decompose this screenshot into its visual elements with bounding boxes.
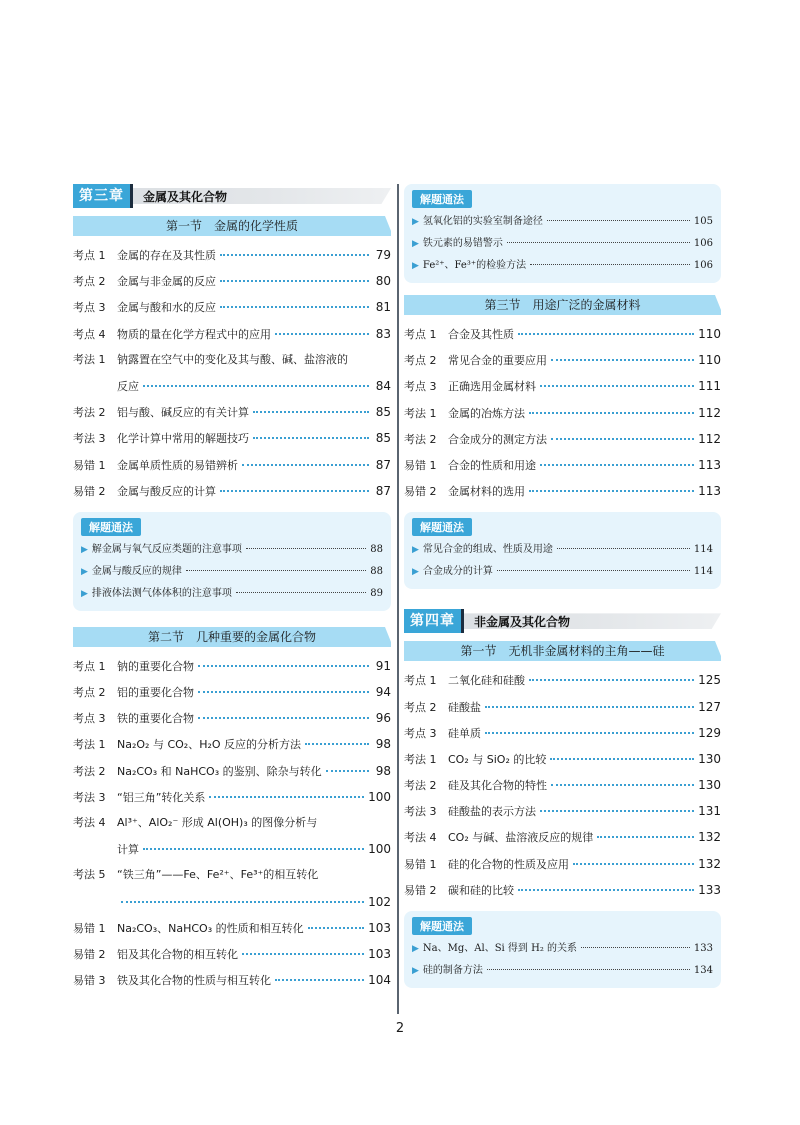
tips-list	[412, 211, 713, 277]
entry-page: 84	[375, 378, 391, 393]
chapter-header-4	[404, 609, 721, 633]
toc-entry[interactable]	[404, 824, 721, 850]
entry-page: 112	[698, 405, 721, 420]
entry-page: 113	[698, 457, 721, 472]
toc-entry[interactable]	[404, 746, 721, 772]
entry-page: 91	[375, 658, 391, 673]
entry-page: 110	[698, 327, 721, 341]
entry-page: 127	[698, 699, 721, 714]
toc-entry[interactable]	[73, 242, 391, 268]
toc-entry[interactable]	[404, 851, 721, 877]
toc-list	[404, 667, 721, 903]
entry-key: 考点 1	[404, 328, 437, 341]
entry-title: 金属的冶炼方法	[448, 406, 525, 420]
toc-entry[interactable]	[404, 373, 721, 399]
right-column	[404, 184, 721, 988]
section-header: 第一节 金属的化学性质	[73, 216, 391, 236]
leader-dots	[236, 592, 366, 593]
toc-entry[interactable]	[73, 915, 391, 941]
triangle-bullet-icon: ▶	[412, 545, 419, 556]
entry-title: 铝与酸、碱反应的有关计算	[117, 406, 249, 420]
leader-dots	[518, 333, 694, 335]
leader-dots	[547, 220, 690, 221]
entry-page: 104	[368, 973, 391, 988]
entry-page: 132	[698, 856, 721, 871]
tip-title: 硅的制备方法	[422, 965, 483, 976]
chapter-tag: 第三章	[73, 184, 133, 208]
triangle-bullet-icon: ▶	[412, 567, 419, 578]
toc-entry[interactable]	[73, 784, 391, 810]
entry-title: 金属单质性质的易错辨析	[117, 458, 238, 472]
entry-title: 碳和硅的比较	[448, 883, 514, 897]
entry-title: Na₂O₂ 与 CO₂、H₂O 反应的分析方法	[117, 738, 302, 752]
leader-dots	[551, 438, 694, 440]
entry-title: “铁三角”——Fe、Fe²⁺、Fe³⁺的相互转化	[117, 868, 319, 882]
triangle-bullet-icon: ▶	[412, 261, 419, 271]
entry-page: 100	[368, 789, 391, 804]
entry-title: 硅单质	[448, 726, 481, 740]
entry-key: 易错 2	[73, 484, 106, 498]
leader-dots	[487, 969, 690, 970]
triangle-bullet-icon: ▶	[412, 944, 419, 954]
entry-key: 考法 3	[73, 790, 106, 804]
entry-key: 考点 2	[73, 275, 106, 289]
entry-page: 94	[375, 685, 391, 700]
entry-key: 考法 3	[404, 805, 437, 819]
section-header: 第二节 几种重要的金属化合物	[73, 627, 391, 647]
entry-page: 132	[698, 830, 721, 845]
entry-title: 合金成分的测定方法	[448, 432, 547, 446]
tip-title: 金属与酸反应的规律	[91, 565, 182, 577]
triangle-bullet-icon: ▶	[81, 566, 88, 577]
entry-title: 金属的存在及其性质	[117, 249, 216, 262]
triangle-bullet-icon: ▶	[81, 588, 88, 599]
entry-page: 112	[698, 431, 721, 446]
leader-dots	[275, 333, 369, 335]
entry-key: 易错 1	[404, 857, 437, 871]
entry-key: 考点 3	[73, 301, 106, 315]
toc-entry[interactable]	[73, 758, 391, 784]
entry-title: 钠露置在空气中的变化及其与酸、碱、盐溶液的	[117, 352, 348, 366]
tip-title: 解金属与氧气反应类题的注意事项	[91, 543, 242, 555]
tip-title: 常见合金的组成、性质及用途	[422, 544, 553, 556]
entry-title: CO₂ 与 SiO₂ 的比较	[448, 752, 547, 766]
entry-title: 钠的重要化合物	[117, 659, 194, 673]
entry-page: 130	[698, 778, 721, 793]
toc-entry[interactable]	[404, 478, 721, 504]
entry-key: 考法 1	[404, 406, 437, 420]
tip-page: 133	[693, 943, 713, 954]
entry-page: 113	[698, 484, 721, 499]
entry-key: 易错 3	[73, 974, 106, 988]
leader-dots	[220, 306, 369, 308]
entry-title: 铁的重要化合物	[117, 712, 194, 726]
leader-dots	[597, 836, 694, 838]
entry-key: 考点 2	[404, 700, 437, 714]
tip-entry[interactable]	[81, 561, 383, 583]
entry-title: 铁及其化合物的性质与相互转化	[117, 974, 271, 988]
toc-entry[interactable]	[404, 347, 721, 373]
entry-key: 考点 3	[404, 380, 437, 394]
leader-dots	[305, 743, 369, 745]
tip-title: Fe²⁺、Fe³⁺的检验方法	[422, 260, 527, 271]
tips-label: 解题通法	[412, 917, 472, 935]
entry-key: 考点 1	[73, 659, 106, 673]
tips-box	[404, 911, 721, 988]
entry-title: 金属与酸和水的反应	[117, 301, 216, 315]
tip-entry[interactable]	[412, 539, 713, 561]
entry-key: 考法 1	[73, 738, 106, 752]
entry-key: 考法 5	[73, 868, 106, 882]
toc-entry[interactable]	[404, 694, 721, 720]
chapter-tag: 第四章	[404, 609, 464, 633]
entry-key: 考法 2	[404, 779, 437, 793]
tip-entry[interactable]	[412, 211, 713, 233]
entry-page: 85	[375, 431, 391, 446]
entry-title: 金属与非金属的反应	[117, 275, 216, 289]
tip-title: 氢氧化铝的实验室制备途径	[422, 216, 543, 227]
toc-entry[interactable]	[73, 373, 391, 399]
entry-page: 96	[375, 711, 391, 726]
leader-dots	[551, 359, 694, 361]
entry-page: 79	[375, 248, 391, 262]
toc-entry[interactable]	[404, 400, 721, 426]
entry-title: 金属材料的选用	[448, 485, 525, 499]
triangle-bullet-icon: ▶	[81, 544, 88, 555]
leader-dots	[253, 437, 369, 439]
entry-title: 合金的性质和用途	[448, 458, 536, 472]
tip-page: 114	[693, 566, 713, 578]
entry-page: 87	[375, 483, 391, 498]
entry-key: 易错 2	[404, 883, 437, 897]
entry-page: 102	[368, 894, 391, 909]
toc-entry[interactable]	[73, 478, 391, 504]
entry-page: 130	[698, 751, 721, 766]
entry-title: 硅酸盐	[448, 700, 481, 714]
tip-entry[interactable]	[81, 539, 383, 561]
entry-key: 考法 4	[73, 816, 106, 829]
leader-dots	[530, 264, 690, 265]
tip-page: 134	[693, 965, 713, 976]
toc-entry[interactable]	[73, 321, 391, 347]
leader-dots	[275, 979, 364, 981]
toc-entry[interactable]	[73, 653, 391, 679]
entry-page: 111	[698, 379, 721, 394]
entry-title: “铝三角”转化关系	[117, 790, 206, 804]
tip-title: Na、Mg、Al、Si 得到 H₂ 的关系	[422, 943, 578, 954]
section-header: 第三节 用途广泛的金属材料	[404, 295, 721, 315]
entry-page: 110	[698, 353, 721, 368]
toc-entry[interactable]	[404, 321, 721, 347]
leader-dots	[253, 411, 369, 413]
entry-page: 98	[375, 763, 391, 778]
tip-entry[interactable]	[81, 583, 383, 605]
leader-dots	[242, 464, 369, 466]
leader-dots	[121, 901, 364, 903]
entry-title: 常见合金的重要应用	[448, 354, 547, 368]
entry-page: 131	[698, 804, 721, 819]
entry-key: 考点 1	[404, 674, 437, 688]
entry-title: 硅的化合物的性质及应用	[448, 857, 569, 871]
entry-key: 考法 2	[73, 406, 106, 420]
leader-dots	[246, 548, 366, 549]
entry-title: CO₂ 与碱、盐溶液反应的规律	[448, 831, 594, 845]
leader-dots	[529, 412, 694, 414]
entry-title: 铝的重要化合物	[117, 686, 194, 700]
entry-key: 易错 1	[404, 458, 437, 472]
leader-dots	[326, 770, 369, 772]
leader-dots	[573, 863, 694, 865]
entry-title: 金属与酸反应的计算	[117, 484, 216, 498]
entry-title: 物质的量在化学方程式中的应用	[117, 327, 271, 341]
entry-key: 考点 3	[404, 726, 437, 740]
tip-title: 铁元素的易错警示	[422, 238, 503, 249]
leader-dots	[540, 464, 694, 466]
leader-dots	[518, 889, 694, 891]
toc-entry[interactable]	[404, 720, 721, 746]
toc-entry[interactable]	[73, 836, 391, 862]
entry-key: 考点 2	[73, 686, 106, 700]
tips-label: 解题通法	[412, 518, 472, 536]
leader-dots	[220, 254, 369, 256]
leader-dots	[198, 717, 369, 719]
tips-box	[404, 184, 721, 283]
tip-entry[interactable]	[412, 255, 713, 277]
tips-box	[73, 512, 391, 611]
toc-entry[interactable]	[73, 862, 391, 888]
entry-key: 易错 2	[73, 947, 106, 961]
entry-key: 考点 3	[73, 712, 106, 726]
entry-key: 考法 3	[73, 432, 106, 446]
entry-page: 85	[375, 405, 391, 420]
entry-key: 易错 2	[404, 485, 437, 499]
leader-dots	[308, 927, 364, 929]
toc-entry[interactable]	[73, 889, 391, 915]
toc-entry[interactable]	[404, 798, 721, 824]
leader-dots	[507, 242, 690, 243]
column-divider	[397, 184, 399, 1014]
tip-page: 88	[370, 543, 383, 555]
tips-label: 解题通法	[412, 190, 472, 208]
tip-page: 114	[693, 544, 713, 556]
leader-dots	[143, 385, 369, 387]
entry-key: 考点 4	[73, 327, 106, 341]
chapter-header-3	[73, 184, 391, 208]
leader-dots	[198, 691, 369, 693]
toc-entry[interactable]	[73, 731, 391, 757]
toc-entry[interactable]	[73, 399, 391, 425]
tip-page: 106	[693, 238, 713, 249]
tips-list	[81, 539, 383, 605]
entry-page: 129	[698, 725, 721, 740]
entry-page: 133	[698, 882, 721, 897]
tips-list	[412, 938, 713, 982]
leader-dots	[209, 796, 364, 798]
leader-dots	[220, 280, 369, 282]
leader-dots	[242, 953, 364, 955]
toc-entry[interactable]	[73, 705, 391, 731]
tips-label: 解题通法	[81, 518, 141, 536]
entry-title: Na₂CO₃ 和 NaHCO₃ 的鉴别、除杂与转化	[117, 764, 322, 778]
tip-title: 排液体法测气体体积的注意事项	[91, 587, 232, 599]
entry-key: 考法 1	[404, 752, 437, 766]
entry-title: Al³⁺、AlO₂⁻ 形成 Al(OH)₃ 的图像分析与	[117, 816, 318, 829]
tip-entry[interactable]	[412, 960, 713, 982]
entry-page: 103	[368, 920, 391, 935]
leader-dots	[220, 490, 369, 492]
toc-entry[interactable]	[404, 452, 721, 478]
leader-dots	[540, 385, 694, 387]
entry-key: 考法 2	[404, 432, 437, 446]
tip-page: 88	[370, 565, 383, 577]
leader-dots	[198, 665, 369, 667]
toc-entry[interactable]	[73, 425, 391, 451]
tip-entry[interactable]	[412, 233, 713, 255]
entry-key: 考点 1	[73, 249, 106, 262]
leader-dots	[581, 947, 690, 948]
triangle-bullet-icon: ▶	[412, 966, 419, 976]
entry-title: 硅及其化合物的特性	[448, 779, 547, 793]
tip-page: 89	[370, 587, 383, 599]
entry-title: 反应	[117, 379, 139, 393]
entry-title: 二氧化硅和硅酸	[448, 674, 525, 688]
entry-title: 硅酸盐的表示方法	[448, 805, 536, 819]
toc-entry[interactable]	[73, 941, 391, 967]
tips-list	[412, 539, 713, 583]
toc-list	[404, 321, 721, 504]
chapter-title: 非金属及其化合物	[474, 614, 571, 629]
entry-key: 易错 1	[73, 921, 106, 935]
entry-title: 合金及其性质	[448, 328, 514, 341]
toc-entry[interactable]	[73, 294, 391, 320]
leader-dots	[485, 732, 694, 734]
entry-page: 81	[375, 300, 391, 315]
entry-key: 考点 2	[404, 354, 437, 368]
entry-page: 100	[368, 842, 391, 857]
tip-entry[interactable]	[412, 938, 713, 960]
toc-list	[73, 242, 391, 504]
section-header: 第一节 无机非金属材料的主角——硅	[404, 641, 721, 661]
leader-dots	[557, 548, 690, 549]
toc-entry[interactable]	[73, 347, 391, 373]
leader-dots	[550, 758, 694, 760]
entry-title: Na₂CO₃、NaHCO₃ 的性质和相互转化	[117, 921, 304, 935]
triangle-bullet-icon: ▶	[412, 217, 419, 227]
page-number: 2	[395, 1021, 405, 1036]
left-column	[73, 184, 391, 993]
leader-dots	[497, 570, 690, 571]
entry-key: 考法 1	[73, 352, 106, 366]
triangle-bullet-icon: ▶	[412, 239, 419, 249]
toc-entry[interactable]	[73, 810, 391, 836]
toc-entry[interactable]	[73, 268, 391, 294]
entry-page: 103	[368, 946, 391, 961]
entry-key: 易错 1	[73, 458, 106, 472]
entry-page: 83	[375, 326, 391, 341]
entry-key: 考法 2	[73, 764, 106, 778]
tip-entry[interactable]	[412, 561, 713, 583]
entry-page: 98	[375, 737, 391, 752]
entry-page: 80	[375, 274, 391, 289]
leader-dots	[186, 570, 366, 571]
toc-entry[interactable]	[404, 772, 721, 798]
leader-dots	[540, 810, 694, 812]
entry-title: 计算	[117, 843, 139, 857]
toc-entry[interactable]	[73, 452, 391, 478]
tips-box	[404, 512, 721, 589]
chapter-title: 金属及其化合物	[143, 189, 228, 204]
entry-page: 87	[375, 457, 391, 472]
tip-page: 106	[693, 260, 713, 271]
toc-entry[interactable]	[404, 877, 721, 903]
toc-entry[interactable]	[73, 679, 391, 705]
leader-dots	[529, 490, 694, 492]
entry-page: 125	[698, 673, 721, 688]
toc-list	[73, 653, 391, 993]
entry-title: 正确选用金属材料	[448, 380, 536, 394]
entry-key: 考法 4	[404, 831, 437, 845]
toc-entry[interactable]	[73, 967, 391, 993]
leader-dots	[551, 784, 694, 786]
tip-page: 105	[693, 216, 713, 227]
entry-title: 化学计算中常用的解题技巧	[117, 432, 249, 446]
leader-dots	[485, 706, 694, 708]
entry-title: 铝及其化合物的相互转化	[117, 947, 238, 961]
leader-dots	[143, 848, 364, 850]
toc-entry[interactable]	[404, 426, 721, 452]
toc-entry[interactable]	[404, 667, 721, 693]
leader-dots	[529, 679, 694, 681]
tip-title: 合金成分的计算	[422, 566, 493, 578]
